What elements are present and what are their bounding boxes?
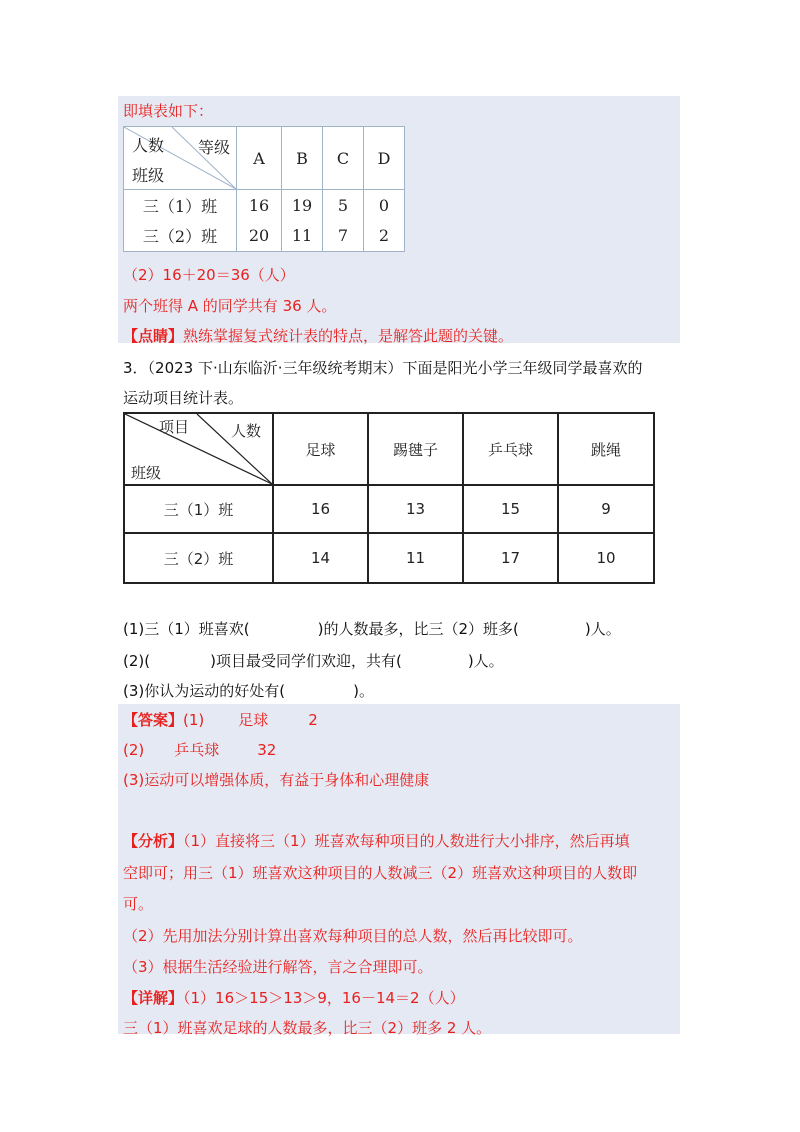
table-cell: 16 [273,485,368,533]
grade-table [123,126,405,252]
answer-line-3: 两个班得 A 的同学共有 36 人。 [123,297,337,315]
analysis-line-1: 【分析】（1）直接将三（1）班喜欢每种项目的人数进行大小排序，然后再填 [123,832,630,850]
table-cell: 0 [364,190,405,221]
detail-tag: 【详解】 [123,989,184,1007]
row-label: 三（2）班 [124,533,273,583]
sub-question-2: (2)( )项目最受同学们欢迎，共有( )人。 [123,652,504,670]
corner-label-people: 人数 [132,136,165,155]
column-header: C [323,127,364,190]
analysis-line-5: （3）根据生活经验进行解答，言之合理即可。 [123,958,433,976]
table-row [124,485,654,533]
table-cell: 15 [463,485,558,533]
table-cell: 13 [368,485,463,533]
column-header: D [364,127,405,190]
table-cell: 11 [368,533,463,583]
table-row [124,221,405,252]
table-cell: 16 [237,190,282,221]
column-header: 踢毽子 [368,413,463,485]
intro-line: 即填表如下： [123,102,214,120]
row-label: 三（1）班 [124,485,273,533]
sports-table [123,412,655,584]
corner-label-class: 班级 [131,464,162,482]
table-cell: 11 [282,221,323,252]
table-corner-cell [124,413,273,485]
column-header: A [237,127,282,190]
answer-line-2: （2）16＋20＝36（人） [123,266,295,284]
analysis-line-3: 可。 [123,895,154,913]
detail-line-1: 【详解】（1）16＞15＞13＞9，16－14＝2（人） [123,989,465,1007]
column-header: B [282,127,323,190]
table-cell: 7 [323,221,364,252]
answer-line-3b: (3)运动可以增强体质，有益于身体和心理健康 [123,771,430,789]
analysis-line-2: 空即可；用三（1）班喜欢这种项目的人数减三（2）班喜欢这种项目的人数即 [123,864,638,882]
table-cell: 2 [364,221,405,252]
analysis-tag: 【分析】 [123,832,184,850]
row-label: 三（2）班 [124,221,237,252]
tip-tag: 【点睛】 [123,327,184,345]
table-cell: 17 [463,533,558,583]
table-corner-cell [124,127,237,190]
column-header: 跳绳 [558,413,654,485]
question-3-line-2: 运动项目统计表。 [123,389,244,407]
table-cell: 10 [558,533,654,583]
column-header: 乒乓球 [463,413,558,485]
answer-line-1: 【答案】(1) 足球 2 [123,711,318,729]
corner-label-grade: 等级 [198,138,231,157]
table-row [124,190,405,221]
table-cell: 14 [273,533,368,583]
tip-line [123,325,513,346]
column-header: 足球 [273,413,368,485]
table-cell: 5 [323,190,364,221]
row-label: 三（1）班 [124,190,237,221]
tip-text: 熟练掌握复式统计表的特点，是解答此题的关键。 [183,327,514,345]
corner-label-class: 班级 [132,166,165,185]
sub-question-3: (3)你认为运动的好处有( )。 [123,682,374,700]
question-3-line-1: 3．（2023 下·山东临沂·三年级统考期末）下面是阳光小学三年级同学最喜欢的 [123,359,643,377]
sub-question-1: (1)三（1）班喜欢( )的人数最多，比三（2）班多( )人。 [123,620,621,638]
table-cell: 9 [558,485,654,533]
corner-label-people: 人数 [231,422,262,440]
answer-line-2b: (2) 乒乓球 32 [123,741,277,759]
analysis-line-4: （2）先用加法分别计算出喜欢每种项目的总人数，然后再比较即可。 [123,927,583,945]
table-cell: 19 [282,190,323,221]
table-row [124,533,654,583]
answer-tag: 【答案】 [123,711,184,729]
detail-line-2: 三（1）班喜欢足球的人数最多，比三（2）班多 2 人。 [123,1019,492,1037]
corner-label-item: 项目 [159,418,190,436]
table-cell: 20 [237,221,282,252]
